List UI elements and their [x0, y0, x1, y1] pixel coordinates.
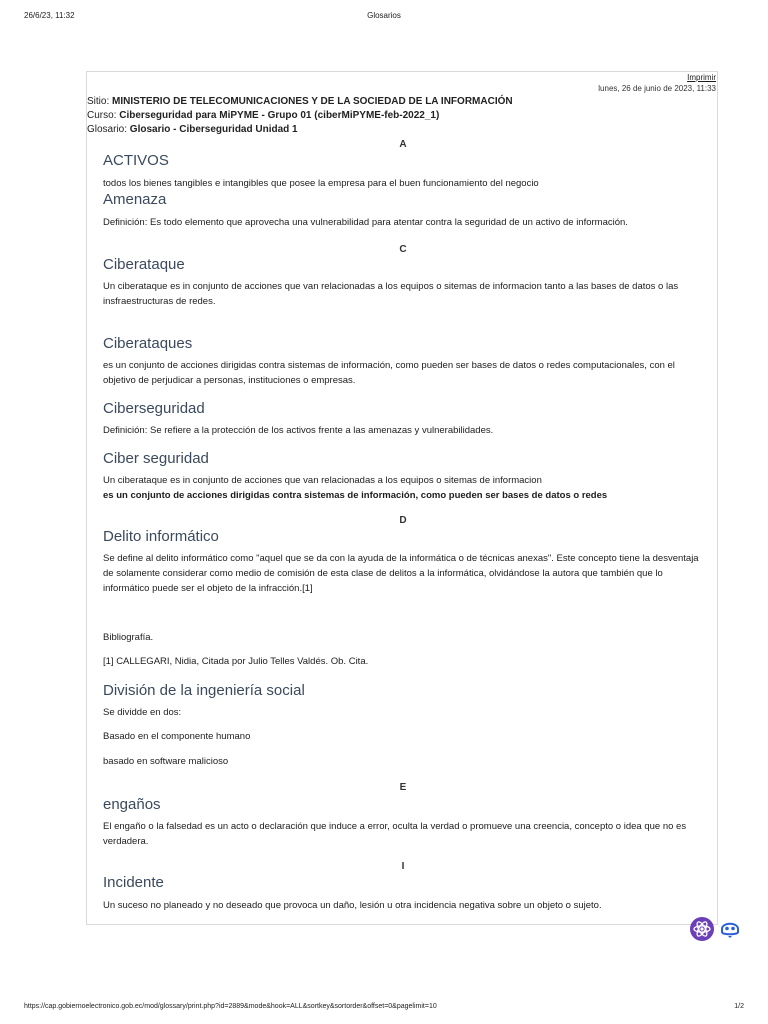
- print-link[interactable]: Imprimir: [687, 73, 716, 82]
- bibliography-label: Bibliografía.: [103, 632, 154, 643]
- atom-icon[interactable]: [690, 917, 714, 941]
- letter-heading-c: C: [399, 244, 407, 255]
- page-number: 1/2: [734, 1003, 744, 1010]
- definition-ciber-seguridad-line2: es un conjunto de acciones dirigidas contra sistemas de información, como pueden ser bases de datos o redes: [103, 490, 608, 501]
- course-line: [87, 110, 439, 121]
- definition-delito-informatico: Se define al delito informático como "aquel que se da con la ayuda de la informática o de técnicas anexas". Este concepto tiene la desventaja de solamente considerar como medio de comisión de esta clase de delitos a la informática, olvidándose la autora que también que lo informático puede ser el objeto de la infracción.[1]: [103, 553, 699, 594]
- division-line-1: Se dividde en dos:: [103, 707, 182, 718]
- definition-activos: todos los bienes tangibles e intangibles que posee la empresa para el buen funcionamiento del negocio: [103, 178, 539, 189]
- site-label: Sitio:: [87, 96, 110, 107]
- term-delito-informatico: Delito informático: [103, 528, 219, 545]
- term-amenaza: Amenaza: [103, 191, 167, 208]
- division-line-3: basado en software malicioso: [103, 756, 229, 767]
- letter-heading-i: I: [401, 861, 405, 872]
- course-label: Curso:: [87, 110, 117, 121]
- term-incidente: Incidente: [103, 874, 164, 891]
- assistant-face-icon[interactable]: [718, 916, 742, 940]
- term-enganos: engaños: [103, 796, 161, 813]
- definition-ciberataques: es un conjunto de acciones dirigidas contra sistemas de información, como pueden ser bases de datos o redes computacionales, con el objetivo de perjudicar a personas, instituciones o empresas.: [103, 360, 675, 386]
- definition-incidente: Un suceso no planeado y no deseado que provoca un daño, lesión u otra incidencia negativa sobre un objeto o sujeto.: [103, 900, 602, 911]
- floating-widgets: [690, 916, 742, 942]
- definition-ciber-seguridad-line1: Un ciberataque es in conjunto de acciones que van relacionadas a los equipos o sitemas de informacion: [103, 475, 542, 486]
- term-ciberseguridad: Ciberseguridad: [103, 400, 205, 417]
- glossary-label: Glosario:: [87, 124, 128, 135]
- letter-heading-a: A: [399, 139, 407, 150]
- term-ciber-seguridad: Ciber seguridad: [103, 450, 209, 467]
- page-url: https://cap.gobiernoelectronico.gob.ec/mod/glossary/print.php?id=2889&mode&hook=ALL&sortkey&sortorder&offset=0&pagelimit=10: [24, 1003, 437, 1010]
- glossary-value: Glosario - Ciberseguridad Unidad 1: [129, 124, 298, 135]
- term-ciberataques: Ciberataques: [103, 335, 193, 352]
- print-page-title: Glosarios: [367, 11, 401, 20]
- letter-heading-e: E: [399, 782, 407, 793]
- term-activos: ACTIVOS: [103, 152, 169, 169]
- glossary-print-frame: [86, 71, 718, 925]
- print-datetime: 26/6/23, 11:32: [24, 11, 75, 20]
- definition-ciberseguridad: Definición: Se refiere a la protección de los activos frente a las amenazas y vulnerabilidades.: [103, 425, 494, 436]
- definition-ciberataque: Un ciberataque es in conjunto de acciones que van relacionadas a los equipos o sitemas de informacion tanto a las bases de datos o las insfraestructuras de redes.: [103, 281, 679, 307]
- glossary-line: [87, 124, 298, 135]
- term-division-ingenieria-social: División de la ingeniería social: [103, 682, 305, 699]
- definition-amenaza: Definición: Es todo elemento que aprovecha una vulnerabilidad para atentar contra la seguridad de un activo de información.: [103, 217, 628, 228]
- course-value: Ciberseguridad para MiPYME - Grupo 01 (ciberMiPYME-feb-2022_1): [119, 110, 440, 121]
- bibliography-reference: [1] CALLEGARI, Nidia, Citada por Julio Telles Valdés. Ob. Cita.: [103, 656, 369, 667]
- definition-enganos: El engaño o la falsedad es un acto o declaración que induce a error, oculta la verdad o promueve una creencia, concepto o idea que no es verdadera.: [103, 821, 687, 847]
- letter-heading-d: D: [399, 515, 407, 526]
- division-line-2: Basado en el componente humano: [103, 731, 251, 742]
- printed-on-date: lunes, 26 de junio de 2023, 11:33: [598, 84, 716, 93]
- term-ciberataque: Ciberataque: [103, 256, 185, 273]
- site-line: [87, 96, 513, 107]
- site-value: MINISTERIO DE TELECOMUNICACIONES Y DE LA SOCIEDAD DE LA INFORMACIÓN: [112, 96, 513, 107]
